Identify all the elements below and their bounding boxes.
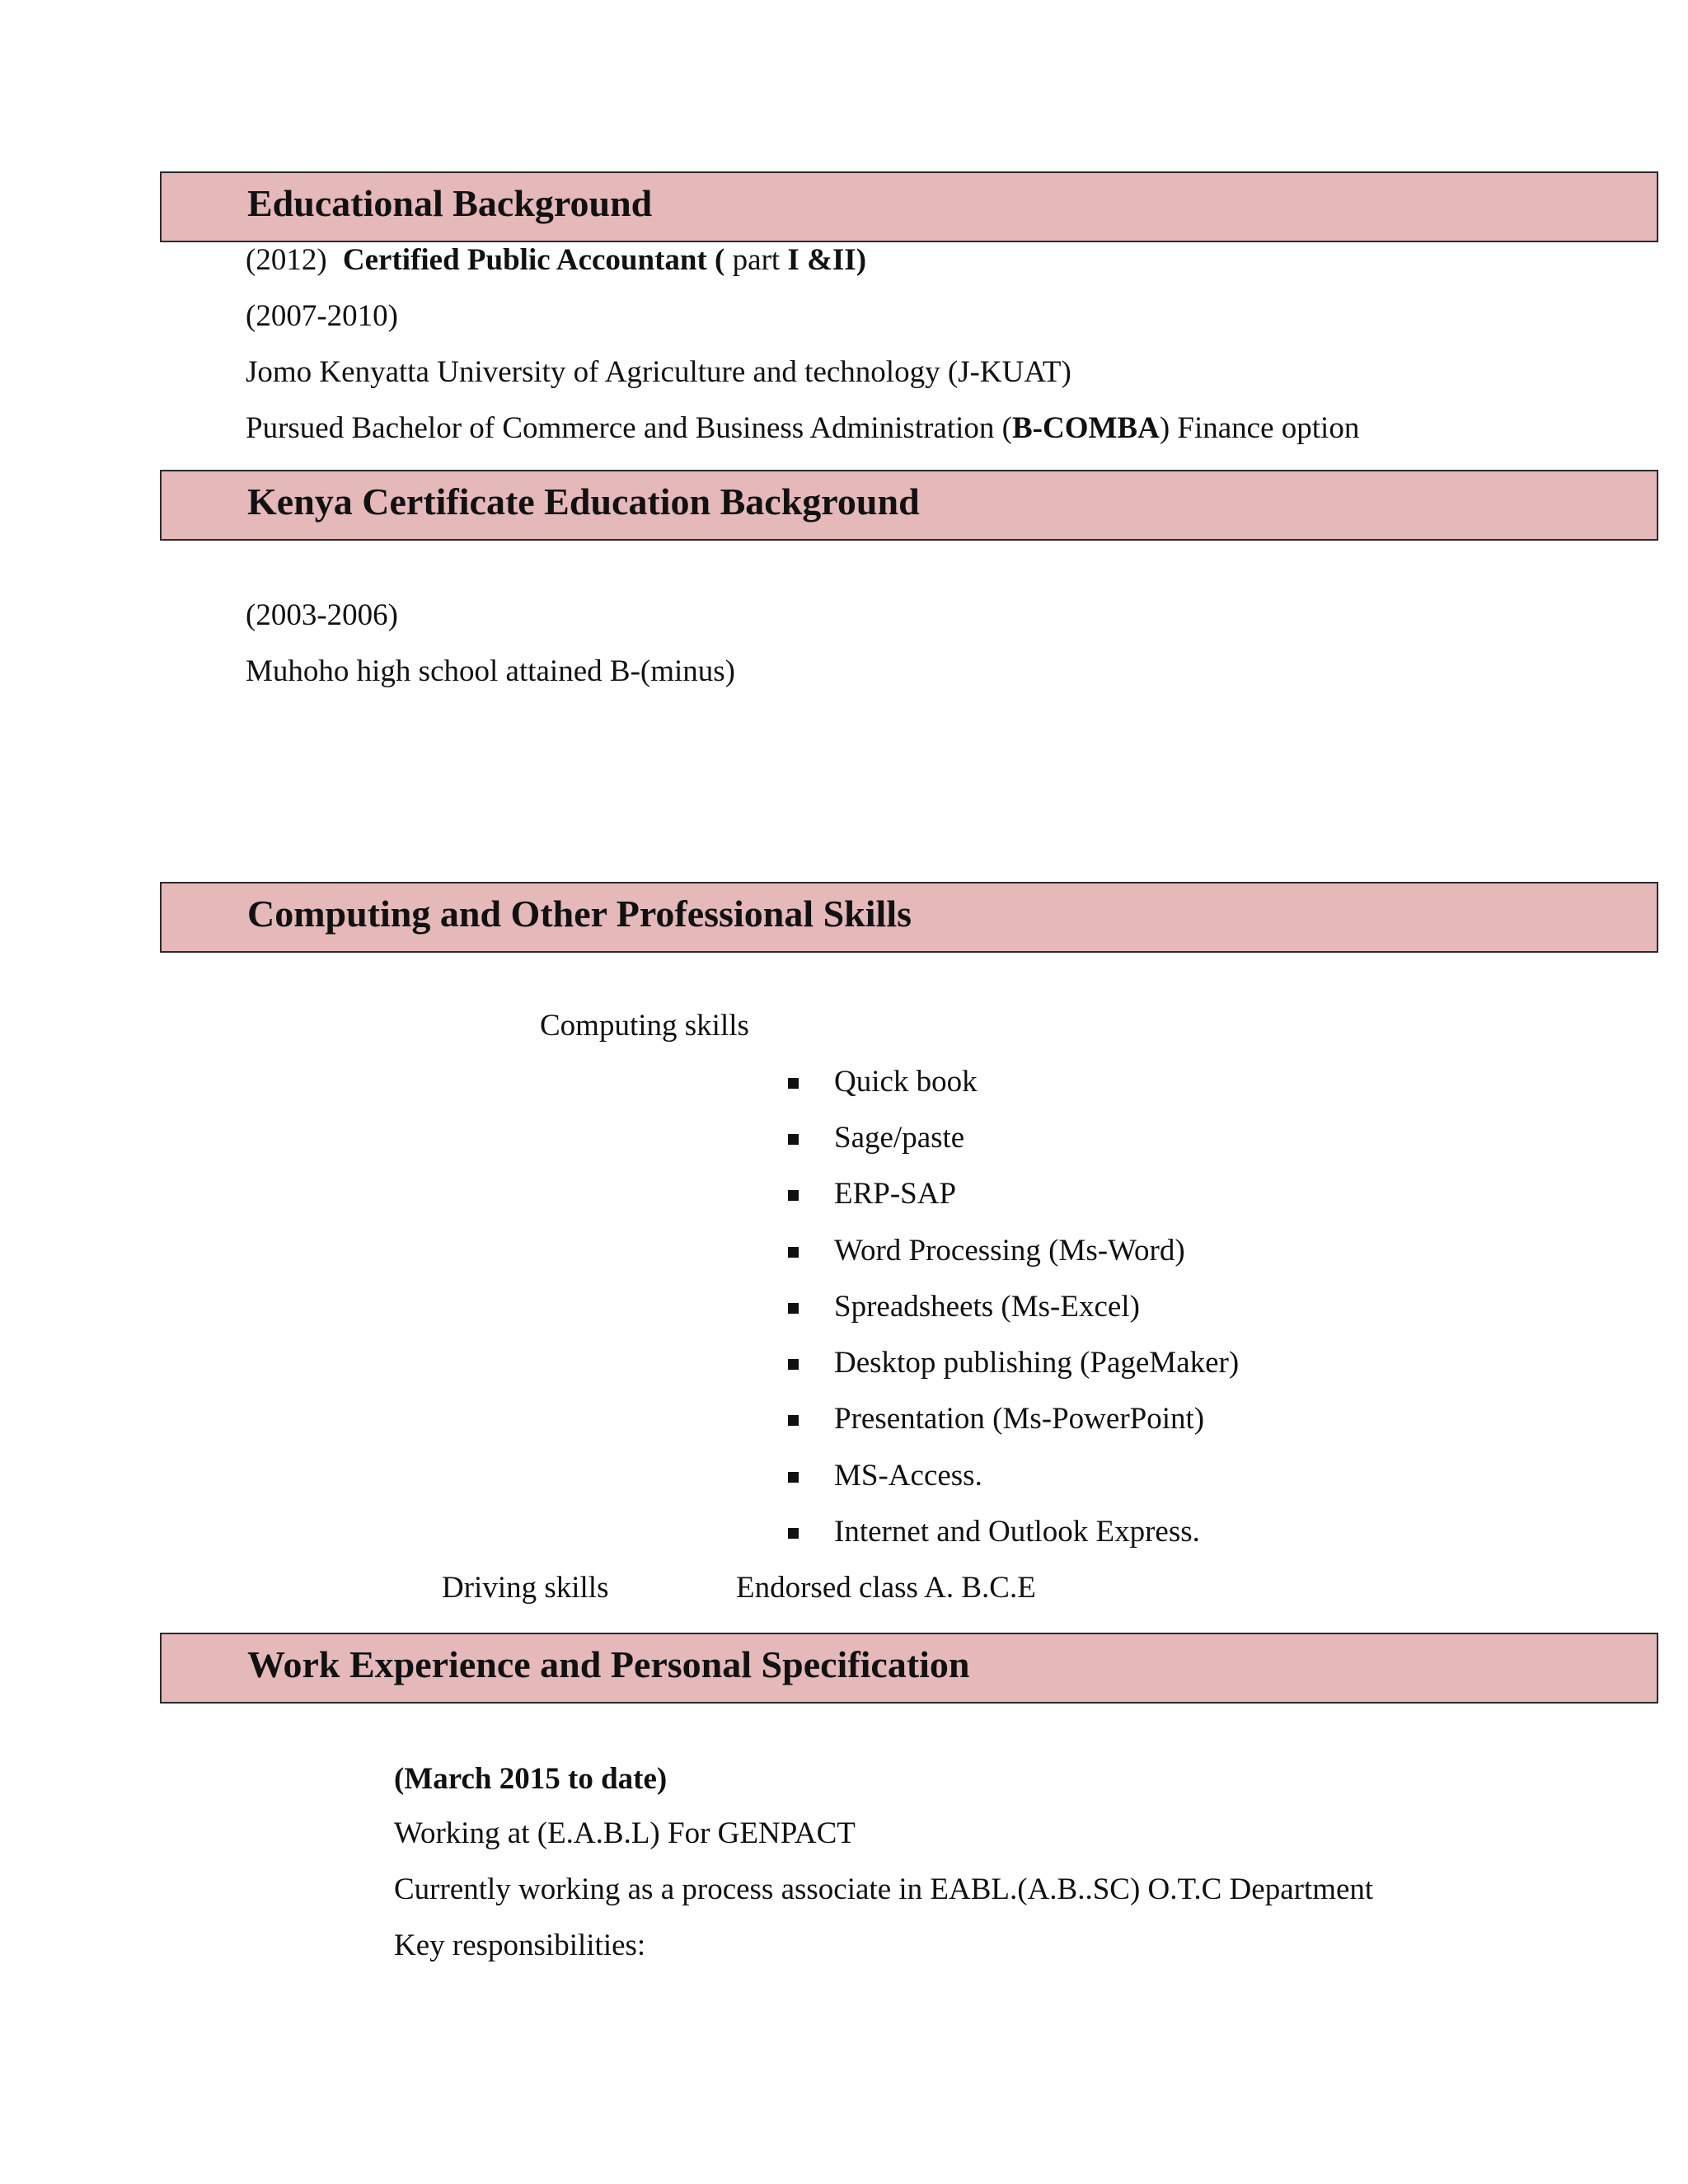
section-header-kcse	[160, 470, 1658, 541]
bullet-icon	[788, 1134, 799, 1145]
skill-item: MS-Access.	[834, 1459, 982, 1493]
skill-item: Quick book	[834, 1065, 978, 1099]
kcse-years: (2003-2006)	[246, 598, 398, 632]
skill-item: Word Processing (Ms-Word)	[834, 1234, 1185, 1268]
bullet-icon	[788, 1190, 799, 1201]
cpa-year: (2012)	[246, 243, 327, 277]
university-name: Jomo Kenyatta University of Agriculture and technology (J-KUAT)	[246, 355, 1071, 389]
section-header-work	[160, 1633, 1658, 1704]
driving-skills-value: Endorsed class A. B.C.E	[736, 1571, 1036, 1605]
skill-item: Presentation (Ms-PowerPoint)	[834, 1402, 1205, 1436]
bullet-icon	[788, 1415, 799, 1426]
degree-post: ) Finance option	[1159, 411, 1360, 445]
skill-item: Internet and Outlook Express.	[834, 1515, 1200, 1549]
bullet-icon	[788, 1359, 799, 1370]
cpa-part: part	[724, 243, 788, 277]
degree-pre: Pursued Bachelor of Commerce and Business Administration (	[246, 411, 1012, 445]
degree-abbr: B-COMBA	[1012, 411, 1160, 445]
skill-item: Desktop publishing (PageMaker)	[834, 1346, 1240, 1380]
bullet-icon	[788, 1528, 799, 1539]
cpa-line	[246, 242, 866, 278]
section-header-skills	[160, 882, 1658, 953]
cpa-title: Certified Public Accountant (	[342, 243, 725, 277]
bullet-icon	[788, 1472, 799, 1483]
driving-skills-label: Driving skills	[442, 1571, 609, 1605]
key-responsibilities-label: Key responsibilities:	[394, 1929, 646, 1962]
bullet-icon	[788, 1303, 799, 1314]
bullet-icon	[788, 1078, 799, 1089]
degree-line	[246, 410, 1359, 446]
cpa-levels: I &II)	[787, 243, 867, 277]
bullet-icon	[788, 1247, 799, 1258]
work-employer: Working at (E.A.B.L) For GENPACT	[394, 1816, 856, 1850]
skill-item: ERP-SAP	[834, 1177, 957, 1211]
skill-item: Spreadsheets (Ms-Excel)	[834, 1290, 1140, 1324]
work-period: (March 2015 to date)	[394, 1762, 668, 1796]
section-title: Kenya Certificate Education Background	[247, 480, 920, 523]
work-role: Currently working as a process associate in EABL.(A.B..SC) O.T.C Department	[394, 1872, 1374, 1906]
section-title: Educational Background	[247, 182, 653, 224]
computing-skills-label: Computing skills	[540, 1009, 749, 1043]
university-years: (2007-2010)	[246, 299, 398, 333]
section-title: Computing and Other Professional Skills	[247, 893, 912, 935]
skill-item: Sage/paste	[834, 1121, 965, 1155]
section-header-education	[160, 171, 1658, 242]
section-title: Work Experience and Personal Specification	[247, 1643, 970, 1685]
kcse-school: Muhoho high school attained B-(minus)	[246, 654, 735, 688]
